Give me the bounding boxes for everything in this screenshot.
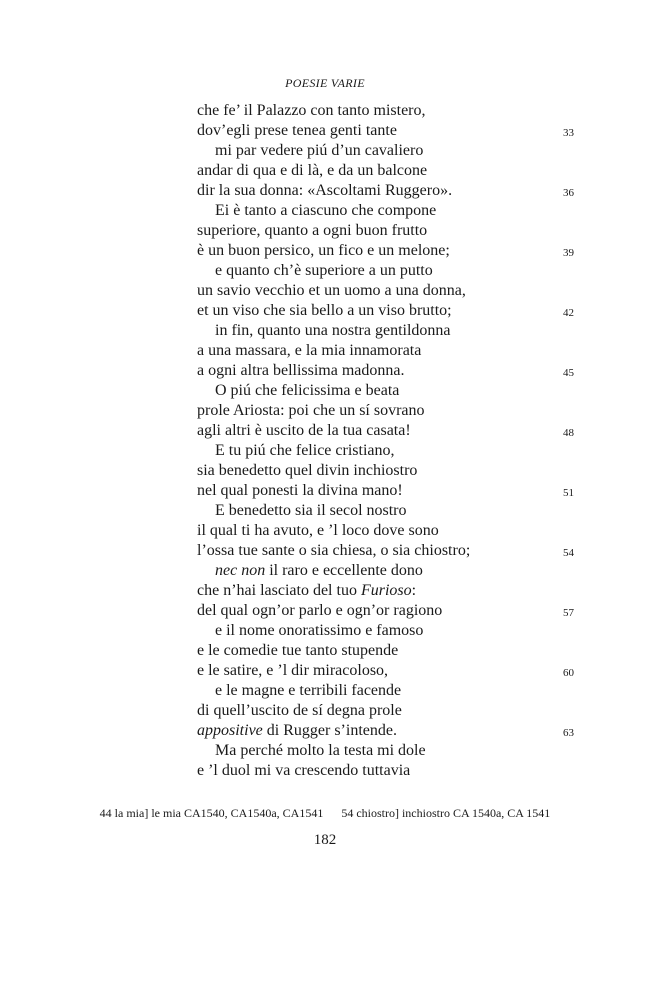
verse-text (197, 142, 423, 159)
verse-line (197, 301, 577, 321)
verse-text (197, 202, 436, 219)
verse-text (197, 302, 452, 319)
verse-line (197, 141, 577, 161)
line-number: 33 (563, 127, 574, 139)
verse-segment: O piú che felicissima e beata (215, 382, 400, 399)
verse-segment: andar di qua e di là, e da un balcone (197, 162, 428, 179)
verse-line (197, 581, 577, 601)
verse-text (197, 602, 442, 619)
verse-segment: prole Ariosta: poi che un sí sovrano (197, 402, 425, 419)
verse-line (197, 481, 577, 501)
verse-segment: di quell’uscito de sí degna prole (197, 702, 402, 719)
verse-segment: a ogni altra bellissima madonna. (197, 362, 405, 379)
verse-text (197, 482, 403, 499)
verse-text (197, 122, 397, 139)
verse-line (197, 201, 577, 221)
verse-text (197, 462, 417, 479)
verse-line (197, 401, 577, 421)
verse-line (197, 161, 577, 181)
verse-segment: et un viso che sia bello a un viso brutto; (197, 302, 452, 319)
verse-text (197, 282, 466, 299)
line-number: 39 (563, 247, 574, 259)
line-number: 45 (563, 367, 574, 379)
verse-text (197, 722, 397, 739)
verse-line (197, 381, 577, 401)
verse-text (197, 402, 425, 419)
verse-segment: in fin, quanto una nostra gentildonna (215, 322, 451, 339)
verse-text (197, 362, 405, 379)
verse-segment: a una massara, e la mia innamorata (197, 342, 422, 359)
verse-line (197, 661, 577, 681)
verse-text (197, 702, 402, 719)
verse-segment: un savio vecchio et un uomo a una donna, (197, 282, 466, 299)
verse-line (197, 281, 577, 301)
verse-text (197, 422, 411, 439)
verse-segment: dir la sua donna: «Ascoltami Ruggero». (197, 182, 453, 199)
verse-segment: E tu piú che felice cristiano, (215, 442, 395, 459)
verse-segment: : (411, 582, 417, 599)
verse-text (197, 522, 439, 539)
verse-text (197, 342, 421, 359)
verse-line (197, 741, 577, 761)
verse-line (197, 601, 577, 621)
verse-segment: e ’l duol mi va crescendo tuttavia (197, 762, 411, 779)
verse-segment: del qual ogn’or parlo e ogn’or ragiono (197, 602, 443, 619)
verse-segment: il qual ti ha avuto, e ’l loco dove sono (197, 522, 439, 539)
verse-line (197, 101, 577, 121)
verse-text (197, 262, 433, 279)
line-number: 57 (563, 607, 574, 619)
verse-segment: Ei è tanto a ciascuno che compone (215, 202, 437, 219)
verse-line (197, 441, 577, 461)
verse-text (197, 542, 470, 559)
verse-line (197, 621, 577, 641)
verse-segment: e il nome onoratissimo e famoso (215, 622, 424, 639)
verse-text (197, 762, 410, 779)
verse-line (197, 181, 577, 201)
verse-segment: e le magne e terribili facende (215, 682, 402, 699)
verse-line (197, 761, 577, 781)
verse-text (197, 102, 426, 119)
line-number: 63 (563, 727, 574, 739)
verse-text (197, 662, 388, 679)
verse-segment: è un buon persico, un fico e un melone; (197, 242, 450, 259)
running-head: POESIE VARIE (285, 76, 365, 90)
page-number: 182 (313, 832, 337, 848)
verse-italic-segment: appositive (197, 722, 263, 739)
line-number: 48 (563, 427, 574, 439)
verse-segment: superiore, quanto a ogni buon frutto (197, 222, 428, 239)
verse-text (197, 242, 450, 259)
verse-line (197, 521, 577, 541)
verse-line (197, 701, 577, 721)
line-number: 36 (563, 187, 574, 199)
verse-line (197, 561, 577, 581)
verse-italic-segment: nec non (215, 562, 266, 579)
verse-text (197, 322, 451, 339)
verse-text (197, 442, 394, 459)
line-number: 60 (563, 667, 574, 679)
verse-line (197, 681, 577, 701)
verse-text (197, 502, 407, 519)
verse-text (197, 182, 452, 199)
verse-segment: E benedetto sia il secol nostro (215, 502, 407, 519)
variant-note: 54 chiostro] inchiostro CA 1540a, CA 1541 (341, 806, 551, 820)
verse-segment: sia benedetto quel divin inchiostro (197, 462, 418, 479)
verse-line (197, 261, 577, 281)
verse-text (197, 382, 399, 399)
poem-text (197, 101, 577, 781)
critical-apparatus (0, 806, 650, 821)
verse-segment: e le satire, e ’l dir miracoloso, (197, 662, 389, 679)
verse-line (197, 341, 577, 361)
line-number: 42 (563, 307, 574, 319)
verse-line (197, 361, 577, 381)
verse-text (197, 742, 426, 759)
verse-text (197, 162, 427, 179)
verse-text (197, 622, 423, 639)
verse-line (197, 221, 577, 241)
verse-line (197, 541, 577, 561)
line-number: 51 (563, 487, 574, 499)
verse-segment: mi par vedere piú d’un cavaliero (215, 142, 424, 159)
line-number: 54 (563, 547, 574, 559)
verse-segment: Ma perché molto la testa mi dole (215, 742, 426, 759)
verse-segment: che n’hai lasciato del tuo (197, 582, 361, 599)
verse-line (197, 721, 577, 741)
verse-line (197, 641, 577, 661)
verse-segment: il raro e eccellente dono (265, 562, 423, 579)
verse-text (197, 682, 401, 699)
verse-segment: e quanto ch’è superiore a un putto (215, 262, 433, 279)
verse-segment: nel qual ponesti la divina mano! (197, 482, 403, 499)
verse-line (197, 321, 577, 341)
verse-line (197, 421, 577, 441)
variant-note: 44 la mia] le mia CA1540, CA1540a, CA1541 (99, 806, 324, 820)
verse-line (197, 241, 577, 261)
verse-italic-segment: Furioso (360, 582, 412, 599)
verse-segment: di Rugger s’intende. (262, 722, 397, 739)
verse-segment: e le comedie tue tanto stupende (197, 642, 399, 659)
verse-segment: che fe’ il Palazzo con tanto mistero, (197, 102, 426, 119)
verse-line (197, 501, 577, 521)
verse-line (197, 121, 577, 141)
verse-text (197, 222, 427, 239)
verse-segment: agli altri è uscito de la tua casata! (197, 422, 411, 439)
verse-text (197, 562, 423, 579)
verse-text (197, 642, 398, 659)
verse-text (197, 582, 416, 599)
verse-segment: l’ossa tue sante o sia chiesa, o sia chiostro; (197, 542, 471, 559)
verse-line (197, 461, 577, 481)
verse-segment: dov’egli prese tenea genti tante (197, 122, 397, 139)
